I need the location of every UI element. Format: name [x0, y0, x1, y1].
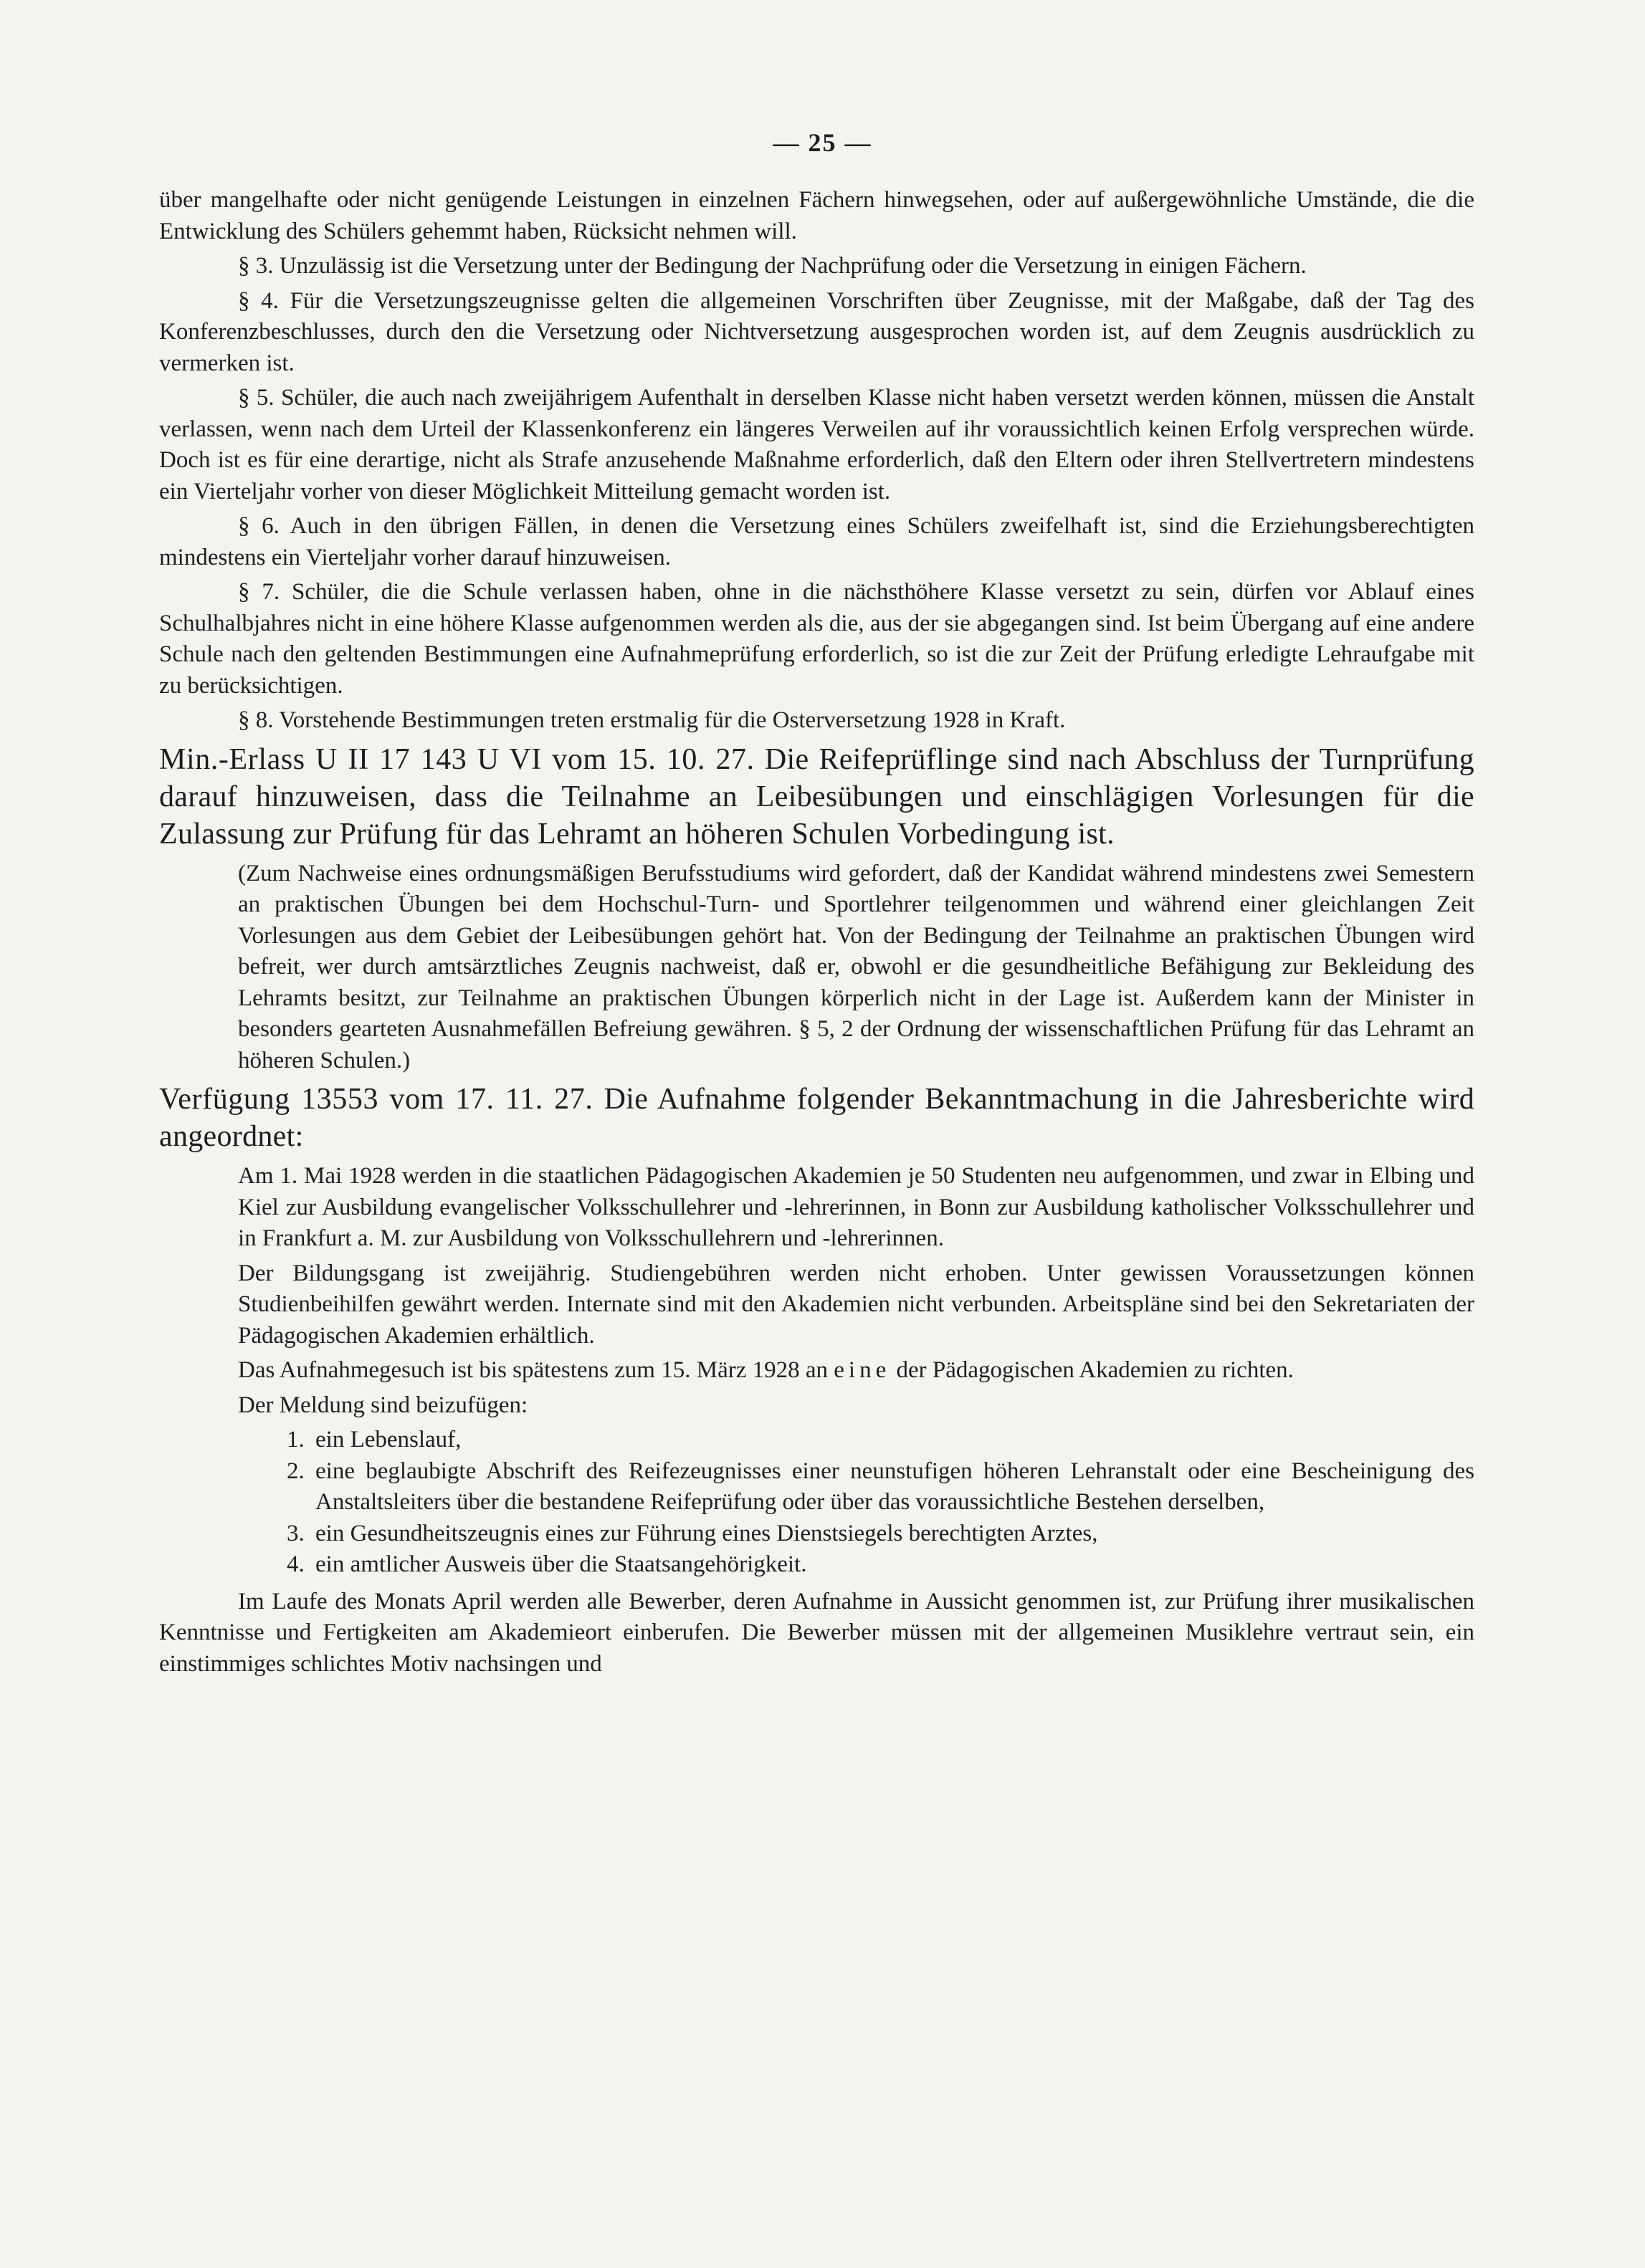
- list-item: [287, 1456, 1474, 1518]
- list-item-number: 2.: [287, 1458, 305, 1484]
- page-number: — 25 —: [773, 128, 872, 157]
- order-text: Die Aufnahme folgender Bekanntmachung in die Jahresberichte wird angeordnet:: [159, 1083, 1474, 1153]
- list-item-number: 3.: [287, 1520, 305, 1546]
- paragraph-continuation: über mangelhafte oder nicht genügende Leistungen in einzelnen Fächern hinwegsehen, oder auf außergewöhnliche Umstände, die die Entwicklung des Schülers gehemmt haben, Rücksicht nehmen will.: [159, 187, 1474, 244]
- decree-note-block: [159, 858, 1474, 1077]
- list-item-text: ein amtlicher Ausweis über die Staatsangehörigkeit.: [315, 1551, 807, 1577]
- text-column: [159, 185, 1474, 1683]
- order-reference: Verfügung 13553 vom 17. 11. 27.: [159, 1083, 593, 1116]
- paragraph-section-5: § 5. Schüler, die auch nach zweijährigem Aufenthalt in derselben Klasse nicht haben versetzt werden können, müssen die Anstalt verlassen, wenn nach dem Urteil der Klassenkonferenz ein längeres Verweilen auf ihr voraussichtlich keinen Erfolg versprechen würde. Doch ist es für eine derartige, nicht als Strafe anzusehende Maßnahme erforderlich, daß den Eltern oder ihren Stellvertretern mindestens ein Vierteljahr vorher von dieser Möglichkeit Mitteilung gemacht worden ist.: [159, 385, 1474, 504]
- paragraph-section-3: § 3. Unzulässig ist die Versetzung unter der Bedingung der Nachprüfung oder die Versetzung in einigen Fächern.: [238, 253, 1307, 279]
- list-item-text: ein Lebenslauf,: [315, 1427, 462, 1453]
- paragraph-section-7: § 7. Schüler, die die Schule verlassen haben, ohne in die nächsthöhere Klasse versetzt zu sein, dürfen vor Ablauf eines Schulhalbjahres nicht in eine höhere Klasse aufgenommen werden als die, aus der sie abgegangen sind. Ist beim Übergang auf eine andere Schule nach den geltenden Bestimmungen eine Aufnahmeprüfung erforderlich, so ist die zur Zeit der Prüfung erledigte Lehraufgabe mit zu berücksichtigen.: [159, 579, 1474, 699]
- list-item-number: 1.: [287, 1427, 305, 1453]
- paragraph-section-4: § 4. Für die Versetzungszeugnisse gelten die allgemeinen Vorschriften über Zeugnisse, mit der Maßgabe, daß der Tag des Konferenzbeschlusses, durch den die Versetzung oder Nichtversetzung ausgesprochen worden ist, auf dem Zeugnis ausdrücklich zu vermerken ist.: [159, 287, 1474, 376]
- deadline-text-before: Das Aufnahmegesuch ist bis spätestens zum 15. März 1928 an: [238, 1357, 829, 1383]
- decree-reference: Min.-Erlass U II 17 143 U VI vom 15. 10. 27.: [159, 742, 755, 776]
- decree-heading-1: [159, 741, 1474, 853]
- paragraph-section-8: § 8. Vorstehende Bestimmungen treten erstmalig für die Osterversetzung 1928 in Kraft.: [238, 707, 1066, 733]
- emphasis-eine: eine: [834, 1357, 891, 1383]
- list-item-number: 4.: [287, 1551, 305, 1577]
- deadline-text-after: der Pädagogischen Akademien zu richten.: [896, 1357, 1294, 1383]
- decree-heading-2: [159, 1081, 1474, 1155]
- list-item: [287, 1518, 1474, 1550]
- requirements-list: [159, 1425, 1474, 1581]
- announcement-block: [159, 1161, 1474, 1421]
- list-item-text: ein Gesundheitszeugnis eines zur Führung eines Dienstsiegels berechtigten Arztes,: [315, 1520, 1098, 1546]
- list-item-text: eine beglaubigte Abschrift des Reifezeugnisses einer neunstufigen höheren Lehranstalt oder eine Bescheinigung des Anstaltsleiters über die bestandene Reifeprüfung oder über das voraussichtliche Bestehen derselben,: [315, 1458, 1474, 1515]
- announcement-paragraph-1: Am 1. Mai 1928 werden in die staatlichen Pädagogischen Akademien je 50 Studenten neu aufgenommen, und zwar in Elbing und Kiel zur Ausbildung evangelischer Volksschullehrer und -lehrerinnen, in Bonn zur Ausbildung katholischer Volksschullehrer und in Frankfurt a. M. zur Ausbildung von Volksschullehrern und -lehrerinnen.: [238, 1163, 1474, 1251]
- final-paragraph: Im Laufe des Monats April werden alle Bewerber, deren Aufnahme in Aussicht genommen ist, zur Prüfung ihrer musikalischen Kenntnisse und Fertigkeiten am Akademieort einberufen. Die Bewerber müssen mit der allgemeinen Musiklehre vertraut sein, ein einstimmiges schlichtes Motiv nachsingen und: [159, 1588, 1474, 1677]
- paragraph-section-6: § 6. Auch in den übrigen Fällen, in denen die Versetzung eines Schülers zweifelhaft ist, sind die Erziehungsberechtigten mindestens ein Vierteljahr vorher darauf hinzuweisen.: [159, 513, 1474, 570]
- decree-note: (Zum Nachweise eines ordnungsmäßigen Berufsstudiums wird gefordert, daß der Kandidat während mindestens zwei Semestern an praktischen Übungen bei dem Hochschul-Turn- und Sportlehrer teilgenommen und während einer gleichlangen Zeit Vorlesungen aus dem Gebiet der Leibesübungen gehört hat. Von der Bedingung der Teilnahme an praktischen Übungen wird befreit, wer durch amtsärztliches Zeugnis nachweist, daß er, obwohl er die gesundheitliche Befähigung zur Bekleidung des Lehramts besitzt, zur Teilnahme an praktischen Übungen körperlich nicht in der Lage ist. Außerdem kann der Minister in besonders gearteten Ausnahmefällen Befreiung gewähren. § 5, 2 der Ordnung der wissenschaftlichen Prüfung für das Lehramt an höheren Schulen.): [238, 860, 1474, 1073]
- list-item: [287, 1549, 1474, 1581]
- announcement-paragraph-4: Der Meldung sind beizufügen:: [238, 1392, 528, 1418]
- announcement-paragraph-2: Der Bildungsgang ist zweijährig. Studiengebühren werden nicht erhoben. Unter gewissen Voraussetzungen können Studienbeihilfen gewährt werden. Internate sind mit den Akademien nicht verbunden. Arbeitspläne sind bei den Sekretariaten der Pädagogischen Akademien erhältlich.: [238, 1260, 1474, 1349]
- announcement-paragraph-3: [238, 1355, 1474, 1387]
- decree-text: Die Reifeprüflinge sind nach Abschluss der Turnprüfung darauf hinzuweisen, dass die Teilnahme an Leibesübungen und einschlägigen Vorlesungen für die Zulassung zur Prüfung für das Lehramt an höheren Schulen Vorbedingung ist.: [159, 742, 1474, 851]
- list-item: [287, 1425, 1474, 1456]
